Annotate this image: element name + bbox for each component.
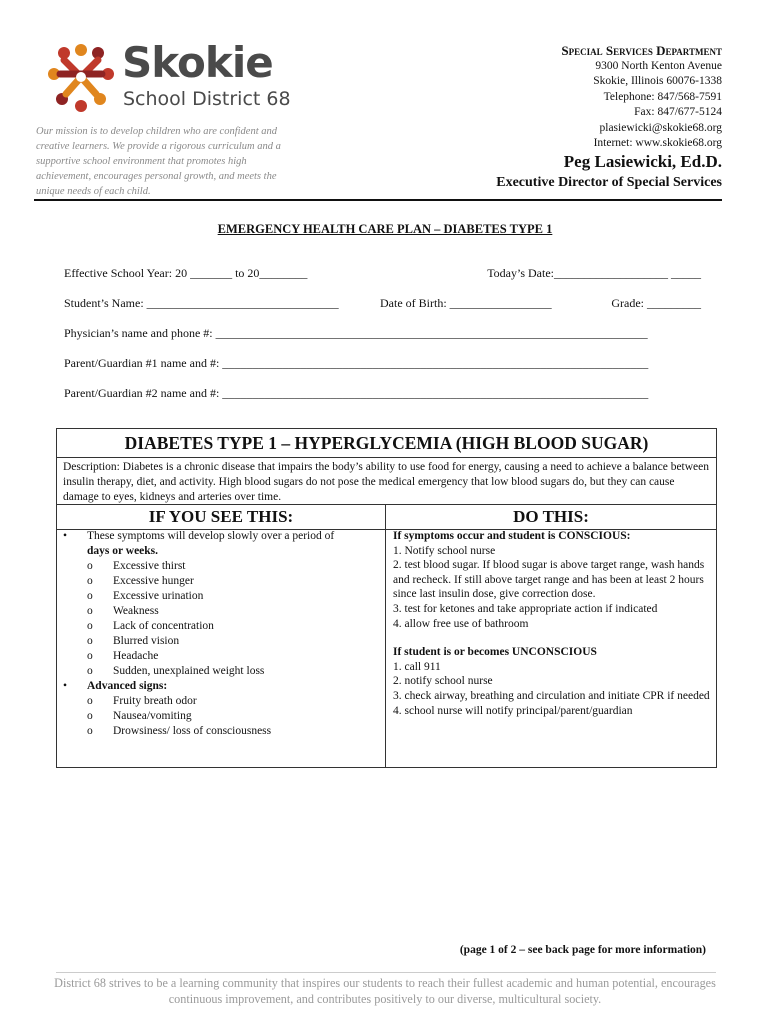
circle-bullet-icon: o xyxy=(87,560,93,572)
symptom-text: Sudden, unexplained weight loss xyxy=(113,665,265,677)
symptoms-intro-bold: days or weeks. xyxy=(87,545,159,557)
guardian-1-field[interactable]: Parent/Guardian #1 name and #: _______________________________________________________________________ xyxy=(64,356,649,370)
circle-bullet-icon: o xyxy=(87,725,93,737)
actions-list xyxy=(393,529,711,718)
telephone: Telephone: 847/568-7591 xyxy=(603,90,722,103)
list-item xyxy=(63,664,379,679)
bullet-icon: • xyxy=(63,530,68,542)
advanced-signs-label: Advanced signs: xyxy=(87,680,168,692)
list-item: 4. school nurse will notify principal/parent/guardian xyxy=(393,704,633,717)
symptom-text: Nausea/vomiting xyxy=(113,710,192,722)
mission-statement: Our mission is to develop children who are confident and creative learners. We provide a rigorous curriculum and a supportive school environment that promotes high achievement, encourages personal growth, and meets the unique needs of each child. xyxy=(36,126,281,197)
list-item xyxy=(63,604,379,619)
symptom-text: Headache xyxy=(113,650,159,662)
website-link[interactable]: Internet: www.skokie68.org xyxy=(593,137,722,149)
footer-divider xyxy=(56,972,716,973)
conscious-header: If symptoms occur and student is CONSCIOUS: xyxy=(393,530,631,542)
date-of-birth-field[interactable]: Date of Birth: _________________ xyxy=(380,296,552,310)
director-title: Executive Director of Special Services xyxy=(496,175,722,190)
department-contact xyxy=(561,43,722,152)
physician-field[interactable]: Physician’s name and phone #: ________________________________________________________________________ xyxy=(64,326,648,340)
circle-bullet-icon: o xyxy=(87,620,93,632)
plan-description: Description: Diabetes is a chronic disease that impairs the body’s ability to use food for energy, causing a need to achieve a balance between insulin therapy, diet, and activity. High blood sugars do not pose the medical emergency that low blood sugars do, but they can cause damage to eyes, kidneys and arteries over time. xyxy=(63,461,710,503)
circle-bullet-icon: o xyxy=(87,695,93,707)
list-item xyxy=(63,619,379,634)
circle-bullet-icon: o xyxy=(87,665,93,677)
list-item: 3. test for ketones and take appropriate action if indicated xyxy=(393,602,658,615)
director-name: Peg Lasiewicki, Ed.D. xyxy=(563,152,722,171)
list-item xyxy=(63,529,379,559)
address-line-1: 9300 North Kenton Avenue xyxy=(595,59,722,72)
list-item: 2. notify school nurse xyxy=(393,675,493,688)
list-item xyxy=(63,589,379,604)
symptom-text: Lack of concentration xyxy=(113,620,214,632)
symptom-text: Excessive hunger xyxy=(113,575,194,587)
circle-bullet-icon: o xyxy=(87,590,93,602)
circle-bullet-icon: o xyxy=(87,710,93,722)
list-item xyxy=(63,634,379,649)
circle-bullet-icon: o xyxy=(87,605,93,617)
list-item: 3. check airway, breathing and circulation and initiate CPR if needed xyxy=(393,689,710,702)
symptom-text: Fruity breath odor xyxy=(113,695,197,707)
list-item: 4. allow free use of bathroom xyxy=(393,617,529,630)
logo-subtitle: School District 68 xyxy=(123,88,291,110)
list-item xyxy=(63,649,379,664)
list-item: 1. call 911 xyxy=(393,660,441,673)
symptom-text: Excessive thirst xyxy=(113,560,186,572)
list-item xyxy=(63,574,379,589)
logo-mark-icon xyxy=(48,44,114,114)
page-note: (page 1 of 2 – see back page for more information) xyxy=(459,944,706,956)
fax: Fax: 847/677-5124 xyxy=(634,106,722,118)
circle-bullet-icon: o xyxy=(87,650,93,662)
circle-bullet-icon: o xyxy=(87,575,93,587)
symptoms-intro: These symptoms will develop slowly over a period of xyxy=(87,530,335,542)
bullet-icon: • xyxy=(63,680,68,692)
school-year-field[interactable]: Effective School Year: 20 _______ to 20________ xyxy=(64,266,308,280)
guardian-2-field[interactable]: Parent/Guardian #2 name and #: _______________________________________________________________________ xyxy=(64,386,649,400)
logo-name: Skokie xyxy=(122,38,273,87)
district-logo xyxy=(48,38,298,116)
list-item xyxy=(63,679,379,694)
header-divider xyxy=(34,199,722,201)
list-item: 1. Notify school nurse xyxy=(393,544,496,557)
list-item xyxy=(63,709,379,724)
todays-date-field[interactable]: Today’s Date:___________________ _____ xyxy=(487,266,701,280)
symptom-text: Weakness xyxy=(113,605,159,617)
list-item xyxy=(63,694,379,709)
symptom-text: Blurred vision xyxy=(113,635,180,647)
unconscious-header: If student is or becomes UNCONSCIOUS xyxy=(393,646,597,659)
list-item xyxy=(63,724,379,739)
department-title: Special Services Department xyxy=(561,43,722,58)
actions-header: DO THIS: xyxy=(386,504,716,530)
symptom-text: Excessive urination xyxy=(113,590,204,602)
hyperglycemia-plan-box xyxy=(56,428,717,768)
list-item xyxy=(63,559,379,574)
circle-bullet-icon: o xyxy=(87,635,93,647)
symptom-text: Drowsiness/ loss of consciousness xyxy=(113,725,272,737)
symptoms-list xyxy=(63,529,379,739)
form-title: EMERGENCY HEALTH CARE PLAN – DIABETES TYPE 1 xyxy=(217,222,553,236)
director-block xyxy=(496,151,722,192)
footer-statement: District 68 strives to be a learning community that inspires our students to reach their fullest academic and human potential, encourages continuous improvement, and contributes positively to our diverse, multicultural society. xyxy=(54,976,716,1006)
grade-field[interactable]: Grade: _________ xyxy=(611,296,701,310)
column-divider xyxy=(385,528,386,767)
address-line-2: Skokie, Illinois 60076-1338 xyxy=(593,75,722,87)
email-link[interactable]: plasiewicki@skokie68.org xyxy=(599,121,722,134)
student-name-field[interactable]: Student’s Name: ________________________________ xyxy=(64,296,339,310)
plan-title: DIABETES TYPE 1 – HYPERGLYCEMIA (HIGH BLOOD SUGAR) xyxy=(57,430,716,458)
symptoms-header: IF YOU SEE THIS: xyxy=(57,504,386,530)
list-item: 2. test blood sugar. If blood sugar is above target range, wash hands and recheck. If still above target range and has been at least 2 hours since last insulin dose, give correction dose. xyxy=(393,559,705,601)
